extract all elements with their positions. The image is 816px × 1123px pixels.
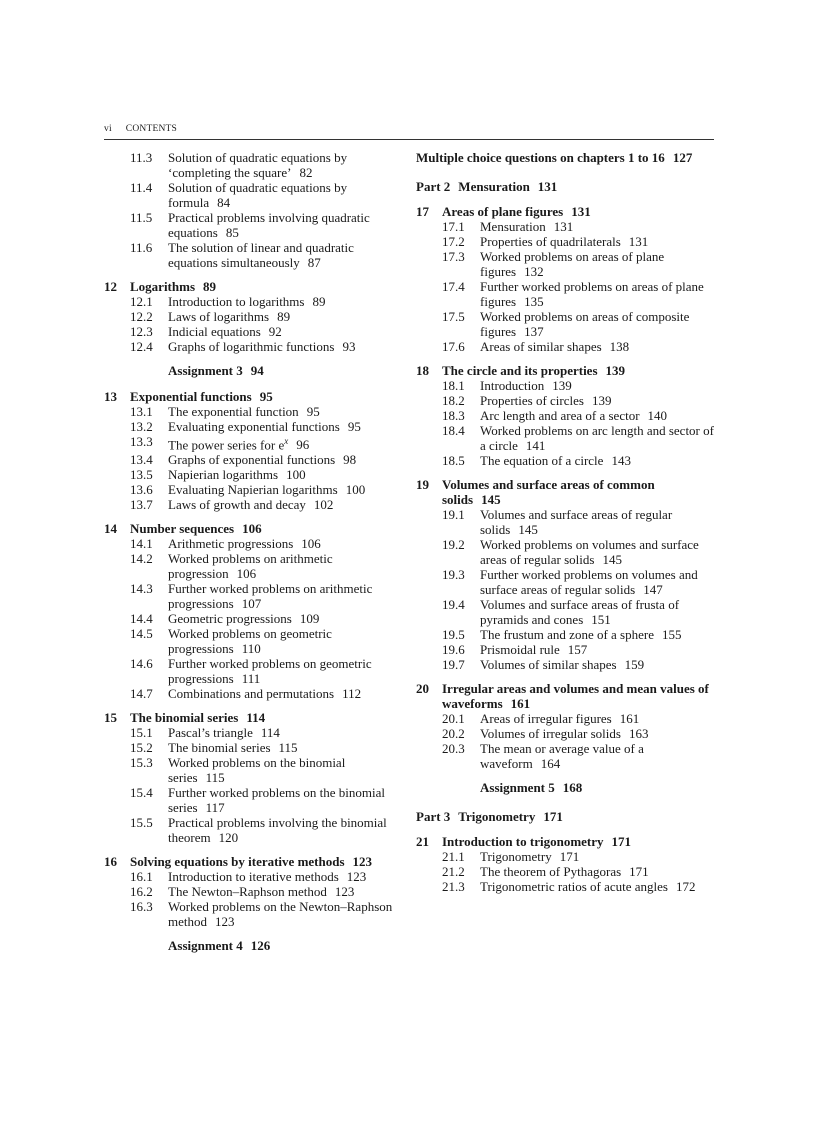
toc-section[interactable]: 11.5 Practical problems involving quadratic equations 85 (130, 210, 370, 240)
toc-section[interactable]: 14.6 Further worked problems on geometric progressions 111 (130, 656, 372, 687)
toc-section[interactable]: 19.2 Worked problems on volumes and surface areas of regular solids 145 (442, 537, 699, 567)
toc-section[interactable]: 11.3 Solution of quadratic equations by ‘completing the square’ 82 (130, 150, 348, 180)
toc-left-column (104, 150, 404, 964)
toc-section[interactable]: 21.3 Trigonometric ratios of acute angles 172 (442, 879, 696, 894)
toc-section[interactable]: 20.3 The mean or average value of a waveform 164 (442, 741, 644, 771)
chapter-heading[interactable]: 14 Number sequences 106 (104, 521, 262, 537)
toc-section[interactable]: 19.5 The frustum and zone of a sphere 155 (442, 627, 682, 642)
toc-section[interactable]: 14.7 Combinations and permutations 112 (130, 686, 362, 702)
toc-section[interactable]: 21.2 The theorem of Pythagoras 171 (442, 864, 649, 879)
toc-section[interactable]: 21.1 Trigonometry 171 (442, 849, 580, 864)
toc-section[interactable]: 18.5 The equation of a circle 143 (442, 453, 631, 468)
toc-section[interactable]: 20.1 Areas of irregular figures 161 (442, 711, 640, 726)
chapter-heading[interactable]: 21 Introduction to trigonometry 171 (416, 834, 632, 849)
toc-section[interactable]: 11.6 The solution of linear and quadratic equations simultaneously 87 (130, 240, 354, 270)
chapter-14 (104, 521, 404, 701)
toc-section[interactable]: 15.3 Worked problems on the binomial series 115 (130, 755, 346, 786)
toc-section[interactable]: 12.4 Graphs of logarithmic functions 93 (130, 339, 356, 354)
toc-section[interactable]: 15.5 Practical problems involving the binomial theorem 120 (130, 815, 387, 846)
running-head (104, 124, 177, 134)
multiple-choice-entry[interactable]: Multiple choice questions on chapters 1 to 16 127 (416, 150, 693, 165)
chapter-heading[interactable]: 16 Solving equations by iterative methods 123 (104, 854, 373, 870)
toc-section[interactable]: 12.1 Introduction to logarithms 89 (130, 294, 326, 309)
toc-section[interactable]: 15.2 The binomial series 115 (130, 740, 298, 756)
part-2-heading[interactable]: Part 2 Mensuration 131 (416, 179, 558, 194)
toc-section[interactable]: 14.5 Worked problems on geometric progressions 110 (130, 626, 332, 657)
toc-section[interactable]: 18.1 Introduction 139 (442, 378, 572, 393)
chapter-heading[interactable]: 12 Logarithms 89 (104, 279, 216, 294)
toc-section[interactable]: 15.1 Pascal’s triangle 114 (130, 725, 280, 741)
toc-right-column (416, 150, 716, 903)
running-title: CONTENTS (125, 124, 178, 134)
toc-section[interactable]: 17.1 Mensuration 131 (442, 219, 574, 234)
chapter-15 (104, 710, 404, 845)
toc-section[interactable]: 13.5 Napierian logarithms 100 (130, 467, 306, 483)
toc-section[interactable]: 13.1 The exponential function 95 (130, 404, 320, 419)
chapter-20 (416, 681, 716, 771)
chapter-16 (104, 854, 404, 929)
chapter-19 (416, 477, 716, 672)
toc-section[interactable]: 13.7 Laws of growth and decay 102 (130, 497, 334, 513)
toc-section[interactable]: 14.4 Geometric progressions 109 (130, 611, 320, 627)
chapter-heading[interactable]: 15 The binomial series 114 (104, 710, 266, 726)
assignment-5[interactable]: Assignment 5 168 (480, 780, 583, 795)
toc-section[interactable]: 17.5 Worked problems on areas of composite figures 137 (442, 309, 690, 339)
chapter-heading[interactable]: 20 Irregular areas and volumes and mean values of waveforms 161 (416, 681, 709, 711)
toc-section[interactable]: 14.3 Further worked problems on arithmetic progressions 107 (130, 581, 373, 612)
toc-section[interactable]: 19.4 Volumes and surface areas of frusta of pyramids and cones 151 (442, 597, 680, 627)
toc-section[interactable]: 17.3 Worked problems on areas of plane figures 132 (442, 249, 665, 279)
toc-section[interactable]: 16.1 Introduction to iterative methods 123 (130, 869, 367, 885)
toc-section[interactable]: 14.2 Worked problems on arithmetic progression 106 (130, 551, 333, 582)
chapter-11-continued (104, 150, 404, 270)
chapter-heading[interactable]: 17 Areas of plane figures 131 (416, 204, 591, 219)
toc-section[interactable]: 19.7 Volumes of similar shapes 159 (442, 657, 645, 672)
toc-section[interactable]: 18.2 Properties of circles 139 (442, 393, 612, 408)
toc-section[interactable]: 15.4 Further worked problems on the binomial series 117 (130, 785, 385, 816)
toc-section[interactable]: 11.4 Solution of quadratic equations by formula 84 (130, 180, 348, 210)
toc-section[interactable]: 18.3 Arc length and area of a sector 140 (442, 408, 668, 423)
assignment-4[interactable]: Assignment 4 126 (168, 938, 271, 954)
chapter-12 (104, 279, 404, 354)
toc-section[interactable]: 20.2 Volumes of irregular solids 163 (442, 726, 649, 741)
assignment-3[interactable]: Assignment 3 94 (168, 363, 264, 378)
toc-section[interactable]: 18.4 Worked problems on arc length and sector of a circle 141 (442, 423, 714, 453)
chapter-heading[interactable]: 19 Volumes and surface areas of common solids 145 (416, 477, 655, 507)
toc-section[interactable]: 19.3 Further worked problems on volumes and surface areas of regular solids 147 (442, 567, 698, 597)
chapter-21 (416, 834, 716, 894)
toc-section[interactable]: 13.2 Evaluating exponential functions 95 (130, 419, 361, 434)
toc-section[interactable]: 17.4 Further worked problems on areas of plane figures 135 (442, 279, 704, 309)
chapter-13 (104, 389, 404, 512)
toc-section[interactable]: 12.2 Laws of logarithms 89 (130, 309, 291, 324)
chapter-18 (416, 363, 716, 468)
toc-section[interactable]: 13.6 Evaluating Napierian logarithms 100 (130, 482, 366, 498)
part-3-heading[interactable]: Part 3 Trigonometry 171 (416, 809, 563, 824)
chapter-heading[interactable]: 18 The circle and its properties 139 (416, 363, 626, 378)
toc-section[interactable]: 13.4 Graphs of exponential functions 98 (130, 452, 357, 468)
toc-section[interactable]: 14.1 Arithmetic progressions 106 (130, 536, 321, 552)
toc-section[interactable]: 16.2 The Newton–Raphson method 123 (130, 884, 355, 900)
toc-section[interactable]: 12.3 Indicial equations 92 (130, 324, 282, 339)
toc-section[interactable]: 13.3 The power series for $e^x$ 96 (130, 434, 310, 453)
toc-section[interactable]: 17.2 Properties of quadrilaterals 131 (442, 234, 649, 249)
chapter-heading[interactable]: 13 Exponential functions 95 (104, 389, 273, 404)
header-rule (104, 139, 714, 140)
toc-section[interactable]: 17.6 Areas of similar shapes 138 (442, 339, 630, 354)
toc-section[interactable]: 16.3 Worked problems on the Newton–Raphson method 123 (130, 899, 393, 930)
chapter-17 (416, 204, 716, 354)
toc-section[interactable]: 19.1 Volumes and surface areas of regular solids 145 (442, 507, 673, 537)
toc-section[interactable]: 19.6 Prismoidal rule 157 (442, 642, 588, 657)
page-number: vi (104, 124, 112, 134)
